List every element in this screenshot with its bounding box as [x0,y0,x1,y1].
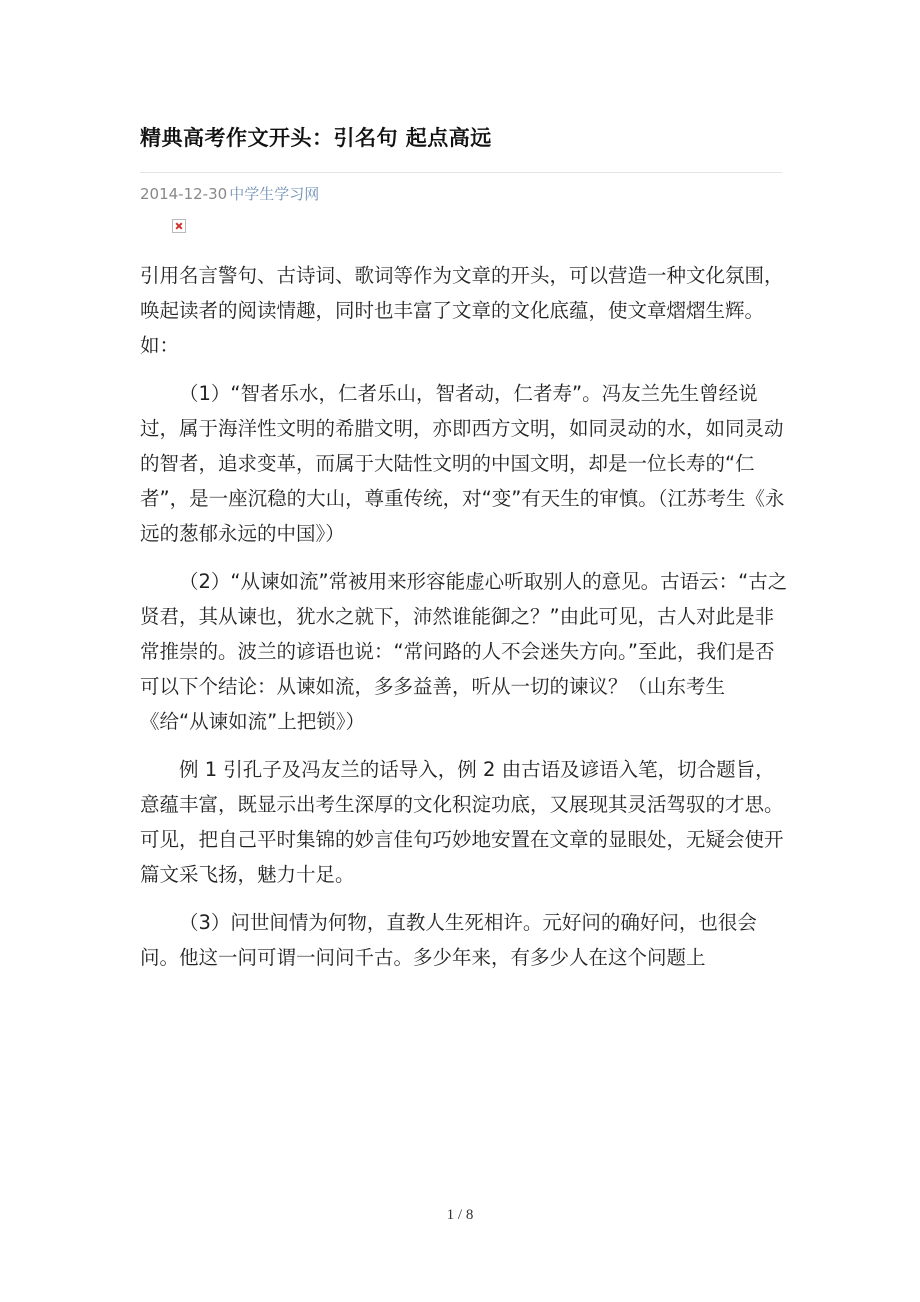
publish-date: 2014-12-30 [140,185,228,203]
article-body [140,258,790,988]
paragraph-intro: 引用名言警句、古诗词、歌词等作为文章的开头，可以营造一种文化氛围，唤起读者的阅读情趣，同时也丰富了文章的文化底蕴，使文章熠熠生辉。如： [140,264,784,357]
source-link[interactable]: 中学生学习网 [229,185,320,203]
title-divider [140,172,782,173]
paragraph-analysis: 例 1 引孔子及冯友兰的话导入，例 2 由古语及谚语入笔，切合题旨，意蕴丰富，既显示出考生深厚的文化积淀功底，又展现其灵活驾驭的才思。可见，把自己平时集锦的妙言佳句巧妙地安置在文章的显眼处，无疑会使开篇文采飞扬，魅力十足。 [140,758,784,886]
page-number: 1 / 8 [446,1207,474,1223]
broken-image-icon [172,219,186,233]
article-title: 精典高考作文开头：引名句 起点高远 [140,126,492,150]
article-meta [140,183,319,204]
paragraph-example-1: （1）“智者乐水，仁者乐山，智者动，仁者寿”。冯友兰先生曾经说过，属于海洋性文明的希腊文明，亦即西方文明，如同灵动的水，如同灵动的智者，追求变革，而属于大陆性文明的中国文明，却是一位长寿的“仁者”，是一座沉稳的大山，尊重传统，对“变”有天生的审慎。（江苏考生《永远的葱郁永远的中国》） [140,382,785,545]
paragraph-example-3: （3）问世间情为何物，直教人生死相许。元好问的确好问，也很会问。他这一问可谓一问问千古。多少年来，有多少人在这个问题上 [140,911,757,969]
paragraph-example-2: （2）“从谏如流”常被用来形容能虚心听取别人的意见。古语云：“古之贤君，其从谏也，犹水之就下，沛然谁能御之？”由此可见，古人对此是非常推崇的。波兰的谚语也说：“常问路的人不会迷失方向。”至此，我们是否可以下个结论：从谏如流，多多益善，听从一切的谏议？（山东考生《给“从谏如流”上把锁》） [140,570,788,733]
